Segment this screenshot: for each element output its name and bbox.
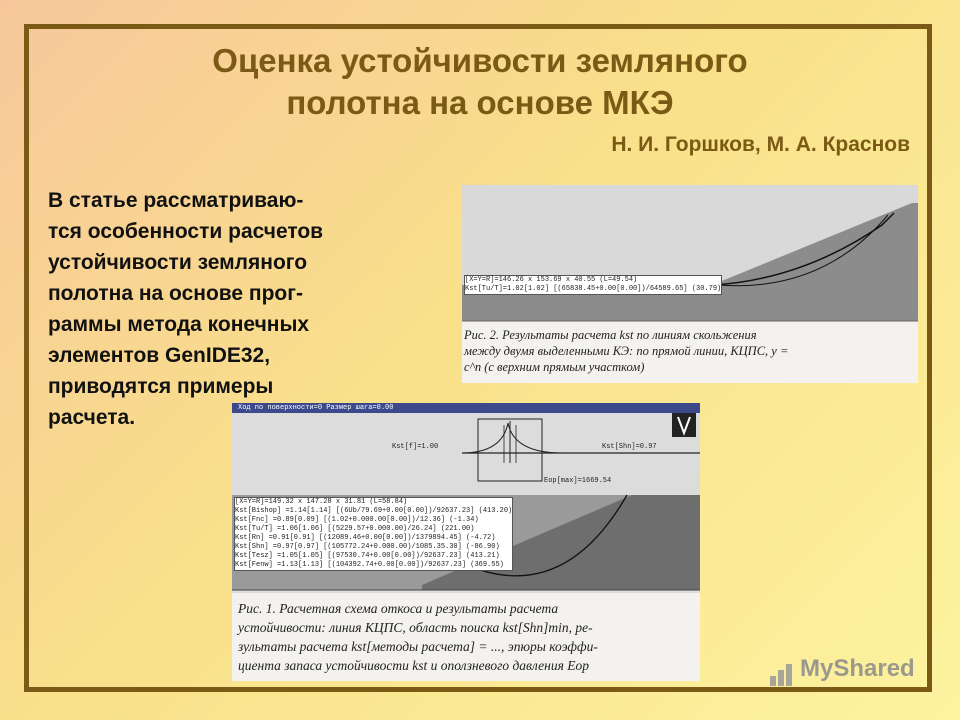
- readout-line: Kst[Fenw] =1.13[1.13] [(104392.74+0.00[0.00])/92637.23] (369.55): [235, 561, 504, 569]
- readout-line: Kst[Shn] =0.97[0.97] [(105772.24+0.000.00)/1085.35.30] (-86.90): [235, 543, 500, 551]
- abstract-line: раммы метода конечных: [48, 313, 310, 336]
- slide-title: [80, 40, 880, 124]
- abstract-line: тся особенности расчетов: [48, 220, 324, 243]
- figure-1-label-right: Kst[Shn]=0.97: [602, 443, 657, 451]
- figure-2: [462, 185, 918, 383]
- caption-line: Рис. 2. Результаты расчета kst по линиям скольжения: [464, 328, 757, 342]
- bar-chart-icon: [770, 658, 796, 680]
- abstract-line: элементов GenIDE32,: [48, 344, 271, 367]
- caption-line: зультаты расчета kst[методы расчета] = ..., эпюры коэффи-: [238, 639, 598, 654]
- figure-2-readout: [464, 275, 722, 295]
- caption-line: между двумя выделенными КЭ: по прямой линии, КЦПС, y =: [464, 344, 789, 358]
- title-line-2: полотна на основе МКЭ: [286, 84, 674, 121]
- figure-1-label-left: Kst[f]=1.00: [392, 443, 439, 451]
- readout-line: Kst[Bishop] =1.14[1.14] [(6Ub/79.69+0.00[0.00])/92637.23] (413.20): [235, 507, 513, 515]
- readout-line: Kst[Tu/T]=1.02[1.02] [(65838.45+0.00[0.00])/64589.65] (30.79): [465, 285, 722, 293]
- abstract-line: полотна на основе прог-: [48, 282, 304, 305]
- title-line-1: Оценка устойчивости земляного: [212, 42, 748, 79]
- abstract-line: приводятся примеры: [48, 375, 274, 398]
- figure-1-readout: [234, 497, 513, 571]
- figure-1-caption: [238, 599, 598, 675]
- readout-line: Kst[Fnc] =0.89[0.09] [(1.02+0.000.00[0.00])/12.36] (-1.34): [235, 516, 479, 524]
- figure-2-caption: [464, 327, 788, 375]
- readout-line: Kst[Tu/T] =1.06[1.06] [(5229.57+0.000.00)/26.24] (221.00): [235, 525, 475, 533]
- caption-line: с^п (с верхним прямым участком): [464, 360, 645, 374]
- watermark-text: MyShared: [800, 655, 915, 682]
- figure-1: [232, 403, 700, 681]
- readout-line: [X=Y=R]=146.26 x 153.69 x 40.55 (L=49.54): [465, 276, 638, 284]
- caption-line: Рис. 1. Расчетная схема откоса и результаты расчета: [238, 601, 559, 616]
- abstract-text: [48, 185, 458, 433]
- readout-line: [X=Y=R]=149.32 x 147.28 x 31.81 (L=58.84): [235, 498, 408, 506]
- figure-1-label-eop: Eop[max]=1669.54: [544, 477, 612, 485]
- caption-line: циента запаса устойчивости kst и оползневого давления Eop: [238, 658, 589, 673]
- readout-line: Kst[Tesz] =1.05[1.05] [(97530.74+0.00[0.00])/92637.23] (413.21): [235, 552, 500, 560]
- abstract-line: расчета.: [48, 406, 136, 429]
- abstract-line: устойчивости земляного: [48, 251, 308, 274]
- authors: Н. И. Горшков, М. А. Краснов: [611, 133, 910, 156]
- caption-line: устойчивости: линия КЦПС, область поиска kst[Shn]min, ре-: [238, 620, 593, 635]
- readout-line: Kst[Rn] =0.91[0.91] [(12089.46+0.00[0.00])/1379894.45] (-4.72): [235, 534, 496, 542]
- watermark: [770, 655, 915, 683]
- figure-1-header: Ход по поверхности=0 Размер шага=0.00: [238, 404, 394, 412]
- abstract-line: В статье рассматриваю-: [48, 189, 304, 212]
